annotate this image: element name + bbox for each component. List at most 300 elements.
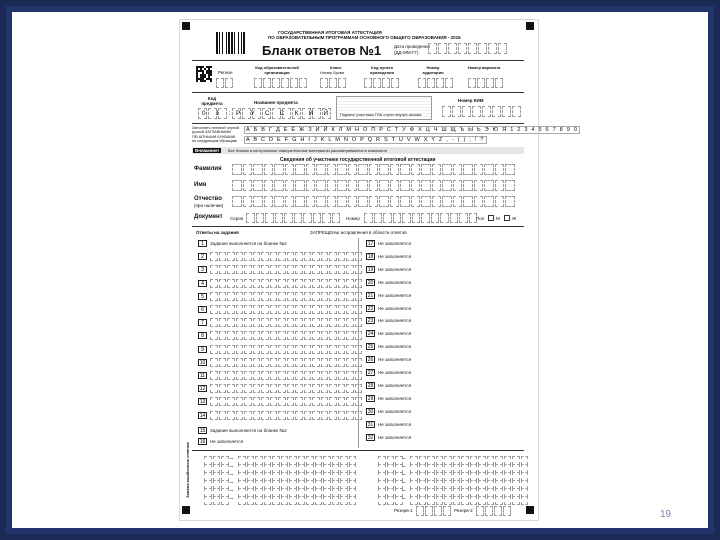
answer-cell[interactable] — [261, 384, 269, 393]
answer-cell[interactable] — [287, 384, 295, 393]
answer-cell[interactable] — [321, 397, 329, 406]
answer-cell[interactable] — [355, 292, 363, 301]
input-cell[interactable] — [432, 180, 442, 191]
answer-cell[interactable] — [261, 279, 269, 288]
input-cell[interactable] — [303, 213, 312, 223]
input-cell[interactable] — [421, 164, 431, 175]
answer-cell[interactable] — [219, 252, 227, 261]
answer-cell[interactable] — [227, 318, 235, 327]
answer-cell[interactable] — [295, 292, 303, 301]
answer-cell[interactable] — [210, 371, 218, 380]
answer-cell[interactable] — [387, 496, 395, 505]
answer-cell[interactable] — [321, 331, 329, 340]
input-cell[interactable] — [253, 180, 263, 191]
answer-cell[interactable] — [355, 305, 363, 314]
input-cell[interactable] — [484, 196, 494, 207]
answer-cell[interactable] — [321, 358, 329, 367]
answer-cell[interactable] — [410, 496, 418, 505]
input-cell[interactable] — [445, 78, 453, 88]
answer-cell[interactable] — [287, 292, 295, 301]
answer-cell[interactable] — [236, 305, 244, 314]
answer-cell[interactable] — [287, 358, 295, 367]
room-cells[interactable] — [418, 78, 454, 88]
answer-cell[interactable] — [227, 411, 235, 420]
answer-cell[interactable] — [289, 496, 297, 505]
answer-cell[interactable] — [270, 384, 278, 393]
answer-cell[interactable] — [461, 496, 469, 505]
answer-cell[interactable] — [236, 371, 244, 380]
input-cell[interactable] — [498, 43, 507, 54]
input-cell[interactable] — [412, 213, 421, 223]
answer-cell[interactable] — [355, 358, 363, 367]
answer-cell[interactable] — [238, 496, 246, 505]
input-cell[interactable] — [379, 196, 389, 207]
input-cell[interactable] — [484, 180, 494, 191]
answer-cell[interactable] — [210, 331, 218, 340]
input-cell[interactable] — [306, 196, 316, 207]
answer-cell[interactable] — [244, 279, 252, 288]
answer-cell[interactable] — [287, 331, 295, 340]
answer-cell[interactable] — [304, 279, 312, 288]
input-cell[interactable] — [275, 213, 284, 223]
answer-cell[interactable] — [346, 411, 354, 420]
answer-cell[interactable] — [270, 397, 278, 406]
input-cell[interactable] — [505, 164, 515, 175]
answer-cell[interactable] — [338, 371, 346, 380]
answer-cell[interactable] — [323, 496, 331, 505]
answer-cell[interactable] — [278, 279, 286, 288]
answer-cell[interactable] — [453, 496, 461, 505]
input-cell[interactable] — [216, 78, 224, 88]
input-cell[interactable] — [327, 180, 337, 191]
input-cell[interactable] — [198, 108, 207, 119]
input-cell[interactable] — [463, 180, 473, 191]
input-cell[interactable] — [329, 78, 337, 88]
answer-cell[interactable] — [253, 345, 261, 354]
answer-cell[interactable] — [338, 318, 346, 327]
answer-cell[interactable] — [270, 252, 278, 261]
answer-row-13[interactable] — [210, 397, 363, 406]
reserve2-cells[interactable] — [476, 506, 512, 516]
input-cell[interactable] — [484, 164, 494, 175]
input-cell[interactable] — [208, 108, 217, 119]
input-cell[interactable] — [332, 213, 341, 223]
answer-cell[interactable] — [244, 397, 252, 406]
answer-cell[interactable] — [244, 252, 252, 261]
answer-cell[interactable] — [287, 411, 295, 420]
input-cell[interactable] — [482, 106, 491, 117]
answer-cell[interactable] — [278, 318, 286, 327]
answer-row-7[interactable] — [210, 318, 363, 327]
input-cell[interactable] — [494, 506, 502, 516]
answer-cell[interactable] — [210, 252, 218, 261]
answer-cell[interactable] — [287, 397, 295, 406]
input-cell[interactable] — [263, 78, 271, 88]
answer-cell[interactable] — [329, 265, 337, 274]
answer-cell[interactable] — [253, 305, 261, 314]
input-cell[interactable] — [450, 213, 459, 223]
input-cell[interactable] — [418, 78, 426, 88]
region-cells[interactable] — [216, 78, 234, 88]
answer-cell[interactable] — [346, 252, 354, 261]
input-cell[interactable] — [416, 506, 424, 516]
answer-cell[interactable] — [312, 279, 320, 288]
answer-cell[interactable] — [512, 496, 520, 505]
answer-cell[interactable] — [244, 411, 252, 420]
replace-num-cells[interactable] — [378, 496, 404, 505]
input-cell[interactable] — [393, 213, 402, 223]
input-cell[interactable] — [391, 78, 399, 88]
input-cell[interactable] — [373, 78, 381, 88]
input-cell[interactable] — [486, 78, 494, 88]
answer-cell[interactable] — [338, 292, 346, 301]
input-cell[interactable] — [284, 213, 293, 223]
input-cell[interactable] — [320, 78, 328, 88]
input-cell[interactable] — [264, 180, 274, 191]
answer-cell[interactable] — [210, 265, 218, 274]
answer-cell[interactable] — [278, 397, 286, 406]
answer-cell[interactable] — [295, 358, 303, 367]
answer-cell[interactable] — [272, 496, 280, 505]
answer-cell[interactable] — [295, 305, 303, 314]
answer-cell[interactable] — [355, 397, 363, 406]
answer-cell[interactable] — [355, 371, 363, 380]
answer-cell[interactable] — [321, 292, 329, 301]
input-cell[interactable] — [243, 196, 253, 207]
answer-cell[interactable] — [210, 318, 218, 327]
answer-cell[interactable] — [210, 384, 218, 393]
answer-row-9[interactable] — [210, 345, 363, 354]
answer-cell[interactable] — [261, 292, 269, 301]
answer-cell[interactable] — [321, 279, 329, 288]
input-cell[interactable] — [452, 106, 461, 117]
answer-cell[interactable] — [304, 358, 312, 367]
answer-cell[interactable] — [219, 397, 227, 406]
input-cell[interactable] — [348, 196, 358, 207]
answer-cell[interactable] — [287, 265, 295, 274]
input-cell[interactable] — [442, 180, 452, 191]
input-cell[interactable] — [502, 106, 511, 117]
answer-cell[interactable] — [227, 252, 235, 261]
answer-cell[interactable] — [346, 345, 354, 354]
answer-cell[interactable] — [244, 384, 252, 393]
answer-cell[interactable] — [253, 397, 261, 406]
answer-cell[interactable] — [261, 318, 269, 327]
input-cell[interactable] — [274, 180, 284, 191]
input-cell[interactable] — [285, 180, 295, 191]
answer-cell[interactable] — [295, 331, 303, 340]
answer-cell[interactable] — [219, 371, 227, 380]
answer-cell[interactable] — [278, 252, 286, 261]
answer-cell[interactable] — [253, 252, 261, 261]
answer-cell[interactable] — [219, 384, 227, 393]
input-cell[interactable] — [428, 43, 437, 54]
answer-row-14[interactable] — [210, 411, 363, 420]
input-cell[interactable] — [337, 164, 347, 175]
input-cell[interactable] — [478, 43, 487, 54]
input-cell[interactable] — [427, 78, 435, 88]
answer-cell[interactable] — [355, 411, 363, 420]
answer-cell[interactable] — [270, 305, 278, 314]
input-cell[interactable] — [431, 213, 440, 223]
input-cell[interactable] — [488, 43, 497, 54]
answer-cell[interactable] — [227, 279, 235, 288]
answer-cell[interactable] — [304, 411, 312, 420]
input-cell[interactable] — [272, 78, 280, 88]
answer-cell[interactable] — [281, 496, 289, 505]
input-cell[interactable] — [468, 43, 477, 54]
input-cell[interactable] — [281, 78, 289, 88]
replace-answer-cells[interactable] — [410, 496, 529, 505]
answer-cell[interactable] — [338, 252, 346, 261]
input-cell[interactable] — [453, 196, 463, 207]
answer-cell[interactable] — [278, 305, 286, 314]
answer-cell[interactable] — [270, 292, 278, 301]
answer-cell[interactable] — [219, 358, 227, 367]
answer-cell[interactable] — [261, 411, 269, 420]
variant-cells[interactable] — [468, 78, 504, 88]
answer-cell[interactable] — [236, 384, 244, 393]
answer-cell[interactable] — [346, 292, 354, 301]
input-cell[interactable] — [495, 180, 505, 191]
input-cell[interactable] — [290, 78, 298, 88]
answer-cell[interactable] — [236, 411, 244, 420]
answer-cell[interactable] — [312, 411, 320, 420]
input-cell[interactable] — [432, 196, 442, 207]
answer-cell[interactable] — [349, 496, 357, 505]
input-cell[interactable] — [390, 196, 400, 207]
answer-cell[interactable] — [355, 265, 363, 274]
replace-answer-cells[interactable] — [238, 496, 357, 505]
answer-cell[interactable] — [312, 305, 320, 314]
answer-cell[interactable] — [312, 265, 320, 274]
input-cell[interactable] — [358, 164, 368, 175]
answer-cell[interactable] — [244, 305, 252, 314]
ppe-code-cells[interactable] — [364, 78, 400, 88]
answer-cell[interactable] — [378, 496, 386, 505]
answer-cell[interactable] — [346, 305, 354, 314]
input-cell[interactable] — [295, 196, 305, 207]
input-cell[interactable] — [505, 180, 515, 191]
input-cell[interactable] — [425, 506, 433, 516]
answer-cell[interactable] — [340, 496, 348, 505]
answer-cell[interactable] — [227, 358, 235, 367]
input-cell[interactable] — [442, 106, 451, 117]
answer-cell[interactable] — [210, 279, 218, 288]
answer-cell[interactable] — [312, 371, 320, 380]
answer-cell[interactable] — [346, 384, 354, 393]
answer-cell[interactable] — [427, 496, 435, 505]
answer-cell[interactable] — [419, 496, 427, 505]
answer-cell[interactable] — [304, 371, 312, 380]
answer-cell[interactable] — [355, 318, 363, 327]
answer-row-12[interactable] — [210, 384, 363, 393]
input-cell[interactable] — [402, 213, 411, 223]
input-cell[interactable] — [232, 180, 242, 191]
answer-row-3[interactable] — [210, 265, 363, 274]
answer-row-6[interactable] — [210, 305, 363, 314]
answer-cell[interactable] — [312, 318, 320, 327]
answer-cell[interactable] — [338, 411, 346, 420]
answer-cell[interactable] — [346, 331, 354, 340]
input-cell[interactable] — [468, 78, 476, 88]
answer-cell[interactable] — [355, 384, 363, 393]
answer-cell[interactable] — [219, 279, 227, 288]
answer-cell[interactable] — [312, 345, 320, 354]
input-cell[interactable] — [232, 196, 242, 207]
input-cell[interactable] — [285, 196, 295, 207]
input-cell[interactable] — [348, 180, 358, 191]
input-cell[interactable] — [411, 196, 421, 207]
input-cell[interactable] — [432, 164, 442, 175]
answer-cell[interactable] — [261, 397, 269, 406]
answer-cell[interactable] — [304, 292, 312, 301]
answer-cell[interactable] — [338, 397, 346, 406]
input-cell[interactable] — [358, 180, 368, 191]
answer-cell[interactable] — [355, 331, 363, 340]
answer-cell[interactable] — [306, 496, 314, 505]
answer-cell[interactable] — [261, 358, 269, 367]
answer-cell[interactable] — [295, 265, 303, 274]
answer-cell[interactable] — [253, 331, 261, 340]
input-cell[interactable] — [474, 180, 484, 191]
input-cell[interactable] — [225, 78, 233, 88]
answer-cell[interactable] — [261, 305, 269, 314]
answer-cell[interactable] — [478, 496, 486, 505]
answer-cell[interactable] — [204, 496, 212, 505]
input-cell[interactable] — [369, 196, 379, 207]
answer-row-4[interactable] — [210, 279, 363, 288]
answer-cell[interactable] — [236, 331, 244, 340]
answer-cell[interactable] — [261, 371, 269, 380]
answer-cell[interactable] — [264, 496, 272, 505]
kim-cells[interactable] — [442, 106, 522, 117]
answer-cell[interactable] — [236, 345, 244, 354]
input-cell[interactable] — [495, 78, 503, 88]
input-cell[interactable] — [505, 196, 515, 207]
answer-cell[interactable] — [355, 345, 363, 354]
input-cell[interactable] — [253, 164, 263, 175]
answer-cell[interactable] — [253, 411, 261, 420]
input-cell[interactable] — [472, 106, 481, 117]
answer-cell[interactable] — [261, 331, 269, 340]
input-cell[interactable] — [477, 78, 485, 88]
answer-row-5[interactable] — [210, 292, 363, 301]
input-cell[interactable] — [316, 196, 326, 207]
answer-cell[interactable] — [346, 265, 354, 274]
answer-cell[interactable] — [270, 411, 278, 420]
answer-cell[interactable] — [219, 331, 227, 340]
answer-cell[interactable] — [261, 265, 269, 274]
input-cell[interactable] — [295, 180, 305, 191]
answer-cell[interactable] — [346, 397, 354, 406]
answer-cell[interactable] — [253, 384, 261, 393]
input-cell[interactable] — [382, 78, 390, 88]
answer-cell[interactable] — [278, 358, 286, 367]
input-cell[interactable] — [463, 164, 473, 175]
answer-cell[interactable] — [338, 279, 346, 288]
answer-cell[interactable] — [253, 358, 261, 367]
answer-cell[interactable] — [221, 496, 229, 505]
input-cell[interactable] — [379, 164, 389, 175]
input-cell[interactable] — [256, 213, 265, 223]
answer-cell[interactable] — [321, 384, 329, 393]
answer-cell[interactable] — [270, 331, 278, 340]
document-number-cells[interactable] — [364, 213, 478, 223]
answer-cell[interactable] — [236, 265, 244, 274]
answer-cell[interactable] — [247, 496, 255, 505]
answer-cell[interactable] — [487, 496, 495, 505]
input-cell[interactable] — [264, 164, 274, 175]
input-cell[interactable] — [400, 196, 410, 207]
answer-cell[interactable] — [315, 496, 323, 505]
answer-cell[interactable] — [227, 384, 235, 393]
input-cell[interactable] — [369, 180, 379, 191]
answer-cell[interactable] — [346, 358, 354, 367]
input-cell[interactable] — [374, 213, 383, 223]
answer-cell[interactable] — [244, 358, 252, 367]
input-cell[interactable] — [274, 196, 284, 207]
answer-cell[interactable] — [287, 345, 295, 354]
input-cell[interactable] — [358, 196, 368, 207]
input-cell[interactable] — [463, 196, 473, 207]
input-cell[interactable] — [400, 180, 410, 191]
input-cell[interactable] — [443, 506, 451, 516]
answer-cell[interactable] — [236, 279, 244, 288]
answer-cell[interactable] — [278, 384, 286, 393]
input-cell[interactable] — [442, 196, 452, 207]
answer-cell[interactable] — [312, 331, 320, 340]
answer-cell[interactable] — [346, 318, 354, 327]
input-cell[interactable] — [421, 180, 431, 191]
answer-cell[interactable] — [504, 496, 512, 505]
input-cell[interactable] — [306, 180, 316, 191]
answer-cell[interactable] — [210, 292, 218, 301]
answer-cell[interactable] — [304, 318, 312, 327]
answer-cell[interactable] — [236, 358, 244, 367]
answer-cell[interactable] — [236, 292, 244, 301]
answer-cell[interactable] — [329, 318, 337, 327]
answer-cell[interactable] — [253, 371, 261, 380]
input-cell[interactable] — [421, 213, 430, 223]
answer-cell[interactable] — [227, 305, 235, 314]
input-cell[interactable] — [492, 106, 501, 117]
input-cell[interactable] — [442, 164, 452, 175]
answer-cell[interactable] — [270, 371, 278, 380]
answer-cell[interactable] — [304, 397, 312, 406]
answer-cell[interactable] — [304, 331, 312, 340]
date-cells[interactable] — [428, 43, 508, 54]
input-cell[interactable] — [383, 213, 392, 223]
input-cell[interactable] — [458, 43, 467, 54]
answer-cell[interactable] — [304, 384, 312, 393]
reserve1-cells[interactable] — [416, 506, 452, 516]
gender-f-checkbox[interactable] — [504, 215, 510, 221]
answer-cell[interactable] — [255, 496, 263, 505]
answer-cell[interactable] — [219, 305, 227, 314]
answer-cell[interactable] — [346, 279, 354, 288]
answer-cell[interactable] — [227, 331, 235, 340]
replace-num-cells[interactable] — [204, 496, 230, 505]
answer-cell[interactable] — [329, 345, 337, 354]
input-cell[interactable] — [476, 506, 484, 516]
input-cell[interactable] — [364, 213, 373, 223]
answer-cell[interactable] — [312, 292, 320, 301]
answer-cell[interactable] — [253, 279, 261, 288]
document-series-cells[interactable] — [246, 213, 341, 223]
answer-cell[interactable] — [329, 331, 337, 340]
answer-cell[interactable] — [278, 331, 286, 340]
